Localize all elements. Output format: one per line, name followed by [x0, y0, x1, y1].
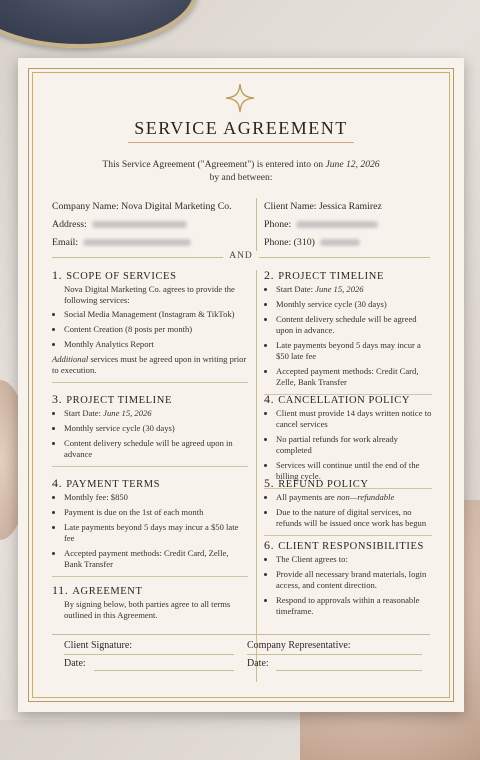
- intro-text: [58, 158, 424, 184]
- company-address-label: Address:: [52, 219, 87, 230]
- redacted-email: [83, 239, 191, 246]
- agreement-text: By signing below, both parties agree to all terms outlined in this Agreement.: [64, 599, 231, 620]
- list-item: • Late payments beyond 5 days may incur a $50 late fee: [276, 340, 432, 362]
- list-item: • Late payments beyond 5 days may incur a $50 late fee: [64, 522, 248, 544]
- section-refund-policy: 5. REFUND POLICY • All payments are non—refundable • Due to the nature of digital services, no refunds will be issued once work has begun: [264, 478, 432, 536]
- list-item: • Monthly service cycle (30 days): [64, 423, 248, 434]
- signature-top-rule: [52, 634, 430, 635]
- client-date-line[interactable]: [94, 670, 234, 671]
- and-label: AND: [223, 251, 259, 261]
- list-item: • Content delivery schedule will be agreed upon in advance: [64, 438, 248, 460]
- section-cancellation-policy: 4. CANCELLATION POLICY • Client must provide 14 days written notice to cancel services • No partial refunds for work already completed • Services will continue until the end of the billing cycle.: [264, 394, 432, 489]
- company-representative-label: Company Representative:: [247, 640, 351, 651]
- intro-pre: This Service Agreement ("Agreement") is entered into on: [102, 159, 326, 170]
- list-item: • Provide all necessary brand materials, login access, and content direction.: [276, 569, 432, 591]
- company-name-label: Company Name:: [52, 201, 119, 212]
- section-client-responsibilities: 6. CLIENT RESPONSIBILITIES • The Client agrees to: • Provide all necessary brand materials, login access, and content direction. • Respond to approvals within a reasonable timeframe.: [264, 540, 432, 621]
- list-item: • Client must provide 14 days written notice to cancel services: [276, 408, 432, 430]
- client-signature-label: Client Signature:: [64, 640, 133, 651]
- section-agreement: 11. AGREEMENT By signing below, both parties agree to all terms outlined in this Agreement.: [52, 585, 248, 624]
- client-name: Jessica Ramirez: [318, 201, 382, 212]
- column-divider: [256, 270, 257, 682]
- list-item: • Services will continue until the end of the billing cycle.: [276, 460, 432, 482]
- list-item: • Social Media Management (Instagram & TikTok): [64, 309, 248, 320]
- company-email-label: Email:: [52, 237, 79, 248]
- list-item: • The Client agrees to:: [276, 554, 432, 565]
- list-item: • Accepted payment methods: Credit Card, Zelle, Bank Transfer: [64, 548, 248, 570]
- client-phone2-label: Phone:: [264, 237, 292, 248]
- party-divider: [256, 198, 257, 252]
- client-info: [264, 198, 382, 252]
- client-date-label: Date:: [64, 658, 86, 669]
- redacted-address: [92, 221, 187, 228]
- sparkle-icon: [224, 82, 256, 114]
- decorative-plate: [0, 0, 198, 48]
- list-item: • Respond to approvals within a reasonable timeframe.: [276, 595, 432, 617]
- list-item: • Monthly fee: $850: [64, 492, 248, 503]
- redacted-phone: [296, 221, 378, 228]
- redacted-phone2: [320, 239, 360, 246]
- section-project-timeline-2: 2. PROJECT TIMELINE • Start Date: June 15, 2026 • Monthly service cycle (30 days) • Content delivery schedule will be agreed upon in advance. • Late payments beyond 5 days may incur a $50 late fee • Accepted payment methods: Credit Card, Zelle, Bank Transfer: [264, 270, 432, 395]
- client-signature-line[interactable]: [64, 654, 234, 655]
- client-name-label: Client Name:: [264, 201, 317, 212]
- company-date-label: Date:: [247, 658, 269, 669]
- client-phone2-prefix: (310): [293, 237, 315, 248]
- document-title: SERVICE AGREEMENT: [134, 118, 348, 138]
- list-item: • Monthly service cycle (30 days): [276, 299, 432, 310]
- list-item: • No partial refunds for work already completed: [276, 434, 432, 456]
- company-signature-line[interactable]: [247, 654, 422, 655]
- company-info: [52, 198, 232, 252]
- and-divider: [52, 251, 430, 263]
- list-item: • Payment is due on the 1st of each month: [64, 507, 248, 518]
- list-item: • Content Creation (8 posts per month): [64, 324, 248, 335]
- scope-lead: Nova Digital Marketing Co. agrees to provide the following services:: [64, 284, 235, 305]
- intro-date: June 12, 2026: [325, 159, 380, 170]
- company-name: Nova Digital Marketing Co.: [121, 201, 232, 212]
- list-item: • Monthly Analytics Report: [64, 339, 248, 350]
- title-divider: [128, 142, 354, 143]
- client-phone-label: Phone:: [264, 219, 292, 230]
- intro-post: by and between:: [209, 172, 273, 183]
- list-item: • Due to the nature of digital services, no refunds will be issued once work has begun: [276, 507, 432, 529]
- list-item: • Accepted payment methods: Credit Card, Zelle, Bank Transfer: [276, 366, 432, 388]
- section-scope: 1. SCOPE OF SERVICES Nova Digital Marketing Co. agrees to provide the following services: • Social Media Management (Instagram & TikTok) • Content Creation (8 posts per month) • Monthly Analytics Report Additional services must be agreed upon in writing prior to execution.: [52, 270, 248, 383]
- section-project-timeline: 3. PROJECT TIMELINE • Start Date: June 15, 2026 • Monthly service cycle (30 days) • Content delivery schedule will be agreed upon in advance: [52, 394, 248, 467]
- company-date-line[interactable]: [276, 670, 422, 671]
- section-payment-terms: 4. PAYMENT TERMS • Monthly fee: $850 • Payment is due on the 1st of each month • Late payments beyond 5 days may incur a $50 late fee • Accepted payment methods: Credit Card, Zelle, Bank Transfer: [52, 478, 248, 577]
- agreement-paper: [18, 58, 464, 712]
- list-item: • Content delivery schedule will be agreed upon in advance.: [276, 314, 432, 336]
